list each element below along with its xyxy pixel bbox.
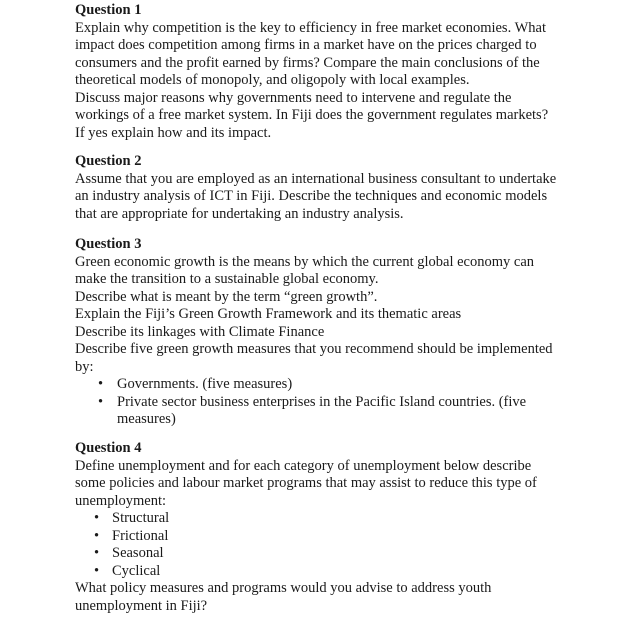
question-3-line: make the transition to a sustainable global economy.	[75, 271, 379, 287]
bullet-item: • Frictional	[75, 528, 595, 546]
question-4-line: Define unemployment and for each category of unemployment below describe	[75, 457, 532, 474]
question-3	[75, 236, 595, 429]
question-1	[75, 2, 595, 142]
bullet-continuation-text: measures)	[117, 411, 176, 427]
question-3-title: Question 3	[75, 236, 142, 252]
question-1-line: theoretical models of monopoly, and oligopoly with local examples.	[75, 72, 470, 88]
question-1-line: consumers and the profit earned by firms? Compare the main conclusions of the	[75, 54, 540, 71]
bullet-item-continuation	[75, 411, 595, 429]
question-2-line: an industry analysis of ICT in Fiji. Describe the techniques and economic models	[75, 188, 548, 204]
question-4-line: What policy measures and programs would you advise to address youth	[75, 580, 492, 596]
question-3-bullet-list	[75, 376, 595, 429]
question-2-line: that are appropriate for undertaking an industry analysis.	[75, 205, 404, 222]
bullet-item: • Cyclical	[75, 563, 595, 581]
question-1-title: Question 1	[75, 2, 142, 18]
question-1-line: impact does competition among firms in a market have on the prices charged to	[75, 37, 537, 53]
question-3-line: Describe five green growth measures that you recommend should be implemented	[75, 341, 553, 357]
question-4-line: unemployment in Fiji?	[75, 597, 208, 614]
bullet-item: • Seasonal	[75, 545, 595, 563]
question-4-bullet-list	[75, 510, 595, 580]
question-4-line: unemployment:	[75, 492, 167, 509]
question-4-title: Question 4	[75, 440, 142, 456]
question-3-line: by:	[75, 358, 94, 375]
question-4	[75, 440, 595, 615]
question-3-line: Explain the Fiji’s Green Growth Framework and its thematic areas	[75, 306, 462, 322]
question-3-line: Describe what is meant by the term “green growth”.	[75, 288, 378, 305]
question-1-line: Discuss major reasons why governments need to intervene and regulate the	[75, 89, 512, 106]
question-2-line: Assume that you are employed as an international business consultant to undertake	[75, 170, 557, 187]
bullet-item: • Structural	[75, 510, 595, 528]
bullet-item: • Governments. (five measures)	[75, 376, 595, 394]
question-1-line: workings of a free market system. In Fiji does the government regulates markets?	[75, 107, 549, 123]
question-2	[75, 153, 595, 223]
question-1-line: Explain why competition is the key to efficiency in free market economies. What	[75, 19, 546, 36]
question-1-line: If yes explain how and its impact.	[75, 124, 272, 141]
question-3-line: Green economic growth is the means by which the current global economy can	[75, 253, 535, 270]
question-3-line: Describe its linkages with Climate Finance	[75, 323, 325, 340]
question-2-title: Question 2	[75, 153, 142, 169]
bullet-item: • Private sector business enterprises in the Pacific Island countries. (five	[75, 394, 595, 412]
question-4-line: some policies and labour market programs that may assist to reduce this type of	[75, 475, 537, 491]
